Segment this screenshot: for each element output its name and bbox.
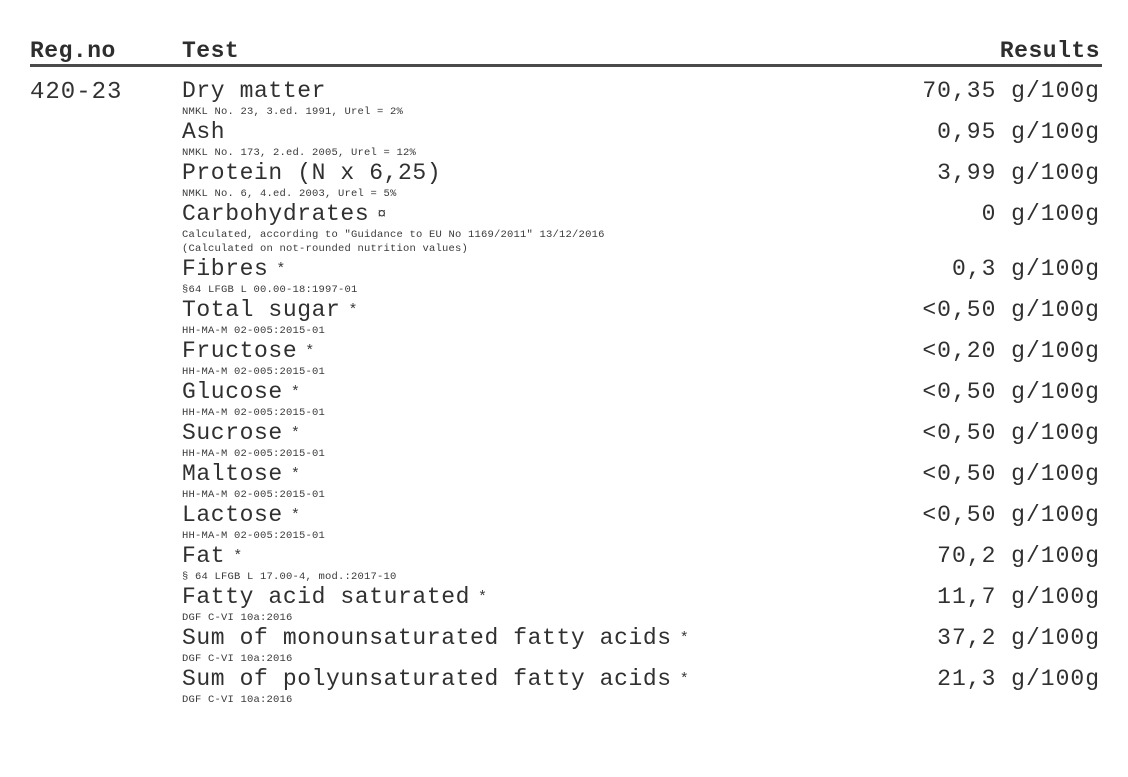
table-row — [182, 297, 1100, 338]
test-footnote-mark: * — [348, 302, 359, 319]
test-result: <0,50 g/100g — [922, 297, 1100, 323]
table-row — [182, 625, 1100, 666]
test-footnote-mark: * — [290, 384, 301, 401]
test-method: §64 LFGB L 00.00-18:1997-01 — [182, 284, 358, 296]
test-method: HH-MA-M 02-005:2015-01 — [182, 366, 326, 378]
test-result: 0,3 g/100g — [951, 256, 1100, 282]
table-row — [182, 338, 1100, 379]
test-header: Test — [182, 38, 240, 64]
test-footnote-mark: * — [233, 548, 243, 565]
table-row — [182, 543, 1100, 584]
test-result: 70,2 g/100g — [937, 543, 1100, 569]
test-result: <0,50 g/100g — [922, 502, 1100, 528]
test-method: NMKL No. 6, 4.ed. 2003, Urel = 5% — [182, 188, 397, 200]
test-result: 21,3 g/100g — [937, 666, 1100, 692]
test-method: HH-MA-M 02-005:2015-01 — [182, 407, 326, 419]
test-footnote-mark: * — [276, 261, 287, 278]
table-row — [182, 160, 1100, 201]
test-method: DGF C-VI 10a:2016 — [182, 653, 293, 665]
test-footnote-mark: * — [290, 425, 301, 442]
test-name: Maltose — [182, 461, 283, 487]
results-table — [182, 78, 1100, 707]
test-name: Sucrose — [182, 420, 283, 446]
test-footnote-mark: * — [679, 671, 690, 688]
test-method: HH-MA-M 02-005:2015-01 — [182, 448, 326, 460]
test-name: Sum of monounsaturated fatty acids — [182, 625, 672, 651]
results-header: Results — [999, 38, 1100, 64]
test-method: NMKL No. 23, 3.ed. 1991, Urel = 2% — [182, 106, 404, 118]
test-result: 37,2 g/100g — [937, 625, 1100, 651]
table-row — [182, 379, 1100, 420]
test-name: Fatty acid saturated — [182, 584, 471, 610]
test-footnote-mark: * — [478, 589, 488, 606]
test-result: 0 g/100g — [981, 201, 1100, 227]
test-name: Carbohydrates — [182, 201, 370, 227]
test-method: § 64 LFGB L 17.00-4, mod.:2017-10 — [182, 571, 397, 583]
test-name: Sum of polyunsaturated fatty acids — [182, 666, 672, 692]
test-name: Dry matter — [182, 78, 327, 104]
test-method: DGF C-VI 10a:2016 — [182, 694, 293, 706]
reg-no-header: Reg.no — [30, 38, 116, 64]
test-result: <0,50 g/100g — [922, 420, 1100, 446]
test-footnote-mark: * — [290, 466, 301, 483]
table-row — [182, 256, 1100, 297]
test-method: (Calculated on not-rounded nutrition values) — [182, 243, 469, 255]
table-row — [182, 420, 1100, 461]
test-result: 11,7 g/100g — [937, 584, 1100, 610]
test-footnote-mark: * — [305, 343, 315, 360]
table-row — [182, 502, 1100, 543]
test-method: HH-MA-M 02-005:2015-01 — [182, 530, 326, 542]
test-method: NMKL No. 173, 2.ed. 2005, Urel = 12% — [182, 147, 417, 159]
test-result: 0,95 g/100g — [937, 119, 1100, 145]
test-name-line — [182, 201, 1100, 228]
test-name: Lactose — [182, 502, 283, 528]
test-name: Total sugar — [182, 297, 341, 323]
test-result: 3,99 g/100g — [937, 160, 1100, 186]
test-footnote-mark: ¤ — [377, 206, 387, 223]
test-result: 70,35 g/100g — [922, 78, 1100, 104]
table-row — [182, 461, 1100, 502]
test-method: Calculated, according to "Guidance to EU No 1169/2011" 13/12/2016 — [182, 229, 605, 241]
header-divider — [30, 64, 1102, 67]
test-name: Fibres — [182, 256, 269, 282]
test-name: Fructose — [182, 338, 298, 364]
table-row — [182, 666, 1100, 707]
test-name: Fat — [182, 543, 226, 569]
reg-no-value: 420-23 — [30, 79, 123, 106]
test-method: DGF C-VI 10a:2016 — [182, 612, 293, 624]
test-result: <0,50 g/100g — [922, 379, 1100, 405]
test-result: <0,50 g/100g — [922, 461, 1100, 487]
test-name: Glucose — [182, 379, 283, 405]
test-method: HH-MA-M 02-005:2015-01 — [182, 489, 326, 501]
test-footnote-mark: * — [290, 507, 301, 524]
table-row — [182, 201, 1100, 256]
test-method: HH-MA-M 02-005:2015-01 — [182, 325, 326, 337]
test-name: Protein (N x 6,25) — [182, 160, 442, 186]
table-row — [182, 78, 1100, 119]
table-row — [182, 584, 1100, 625]
test-footnote-mark: * — [679, 630, 690, 647]
table-row — [182, 119, 1100, 160]
test-name: Ash — [182, 119, 226, 145]
test-result: <0,20 g/100g — [922, 338, 1100, 364]
